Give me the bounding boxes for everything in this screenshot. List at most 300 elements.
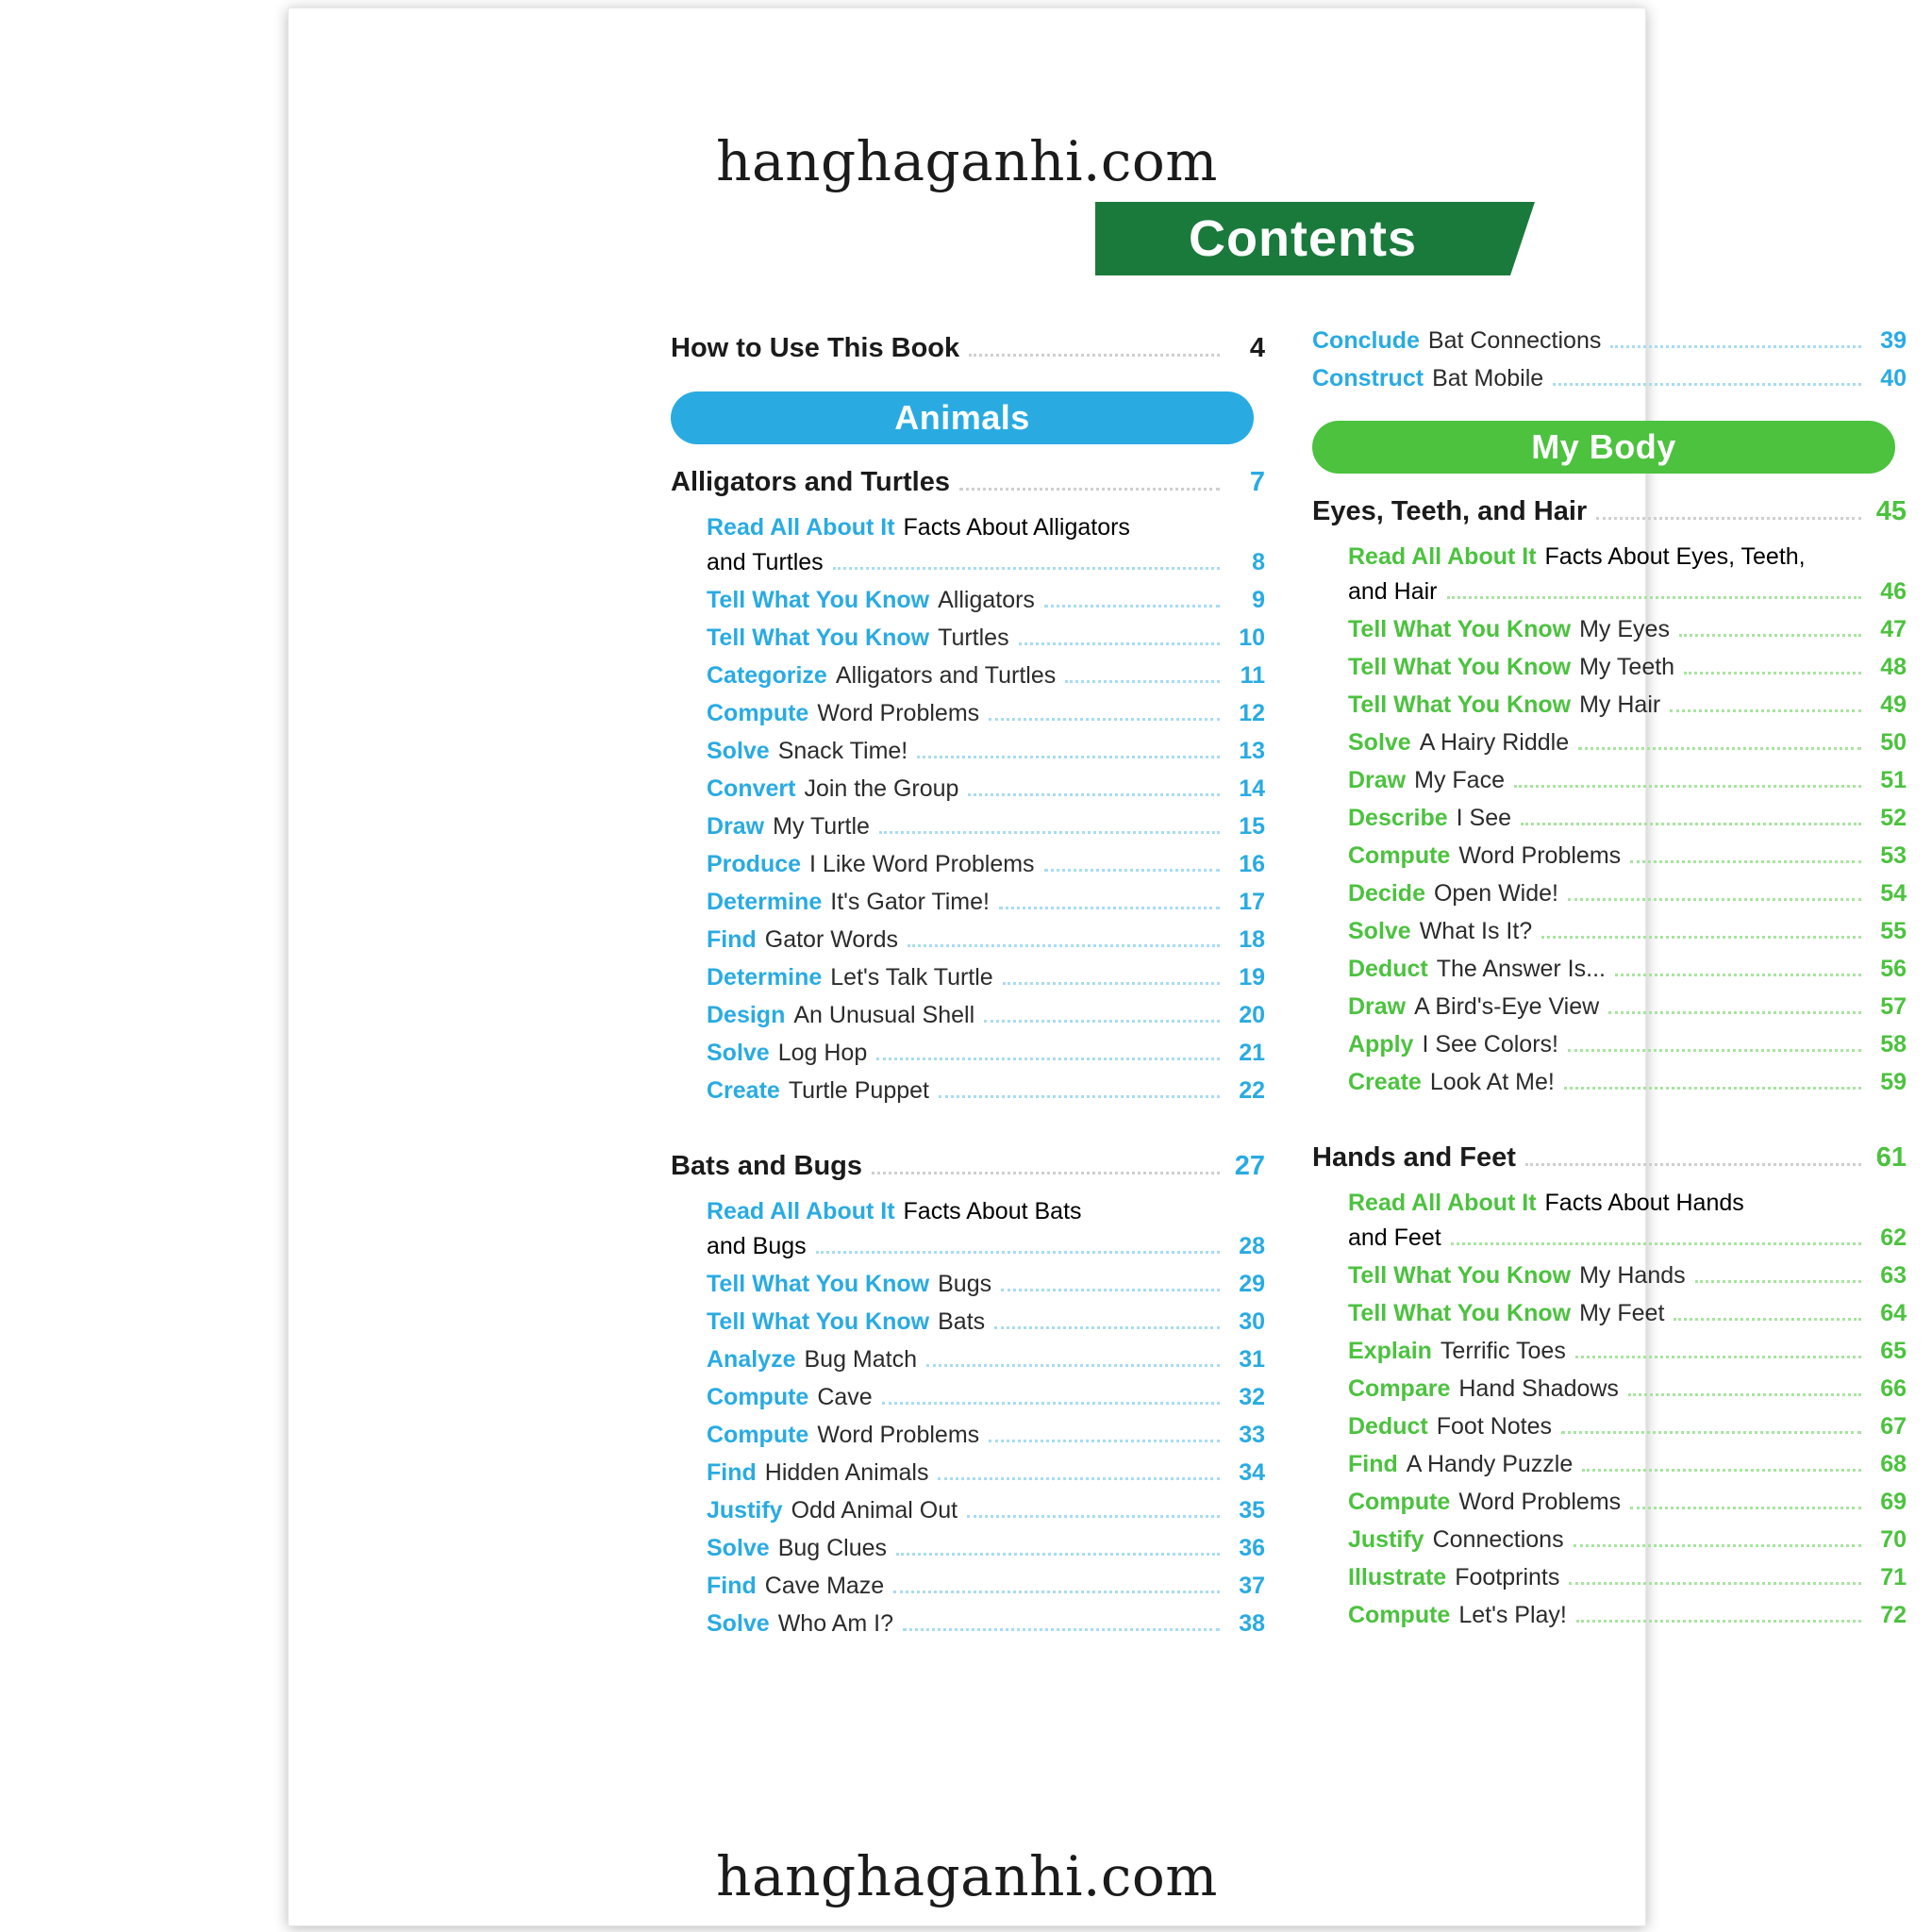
toc-entry-title: Terrific Toes bbox=[1440, 1338, 1566, 1364]
leader-dots bbox=[1670, 709, 1861, 712]
toc-entry-text bbox=[707, 702, 979, 725]
toc-entry-title: Facts About Alligators bbox=[903, 514, 1130, 541]
toc-entry[interactable] bbox=[671, 1537, 1265, 1562]
toc-entry-page: 17 bbox=[1239, 889, 1265, 915]
leader-dots bbox=[1525, 1163, 1861, 1166]
toc-entry[interactable] bbox=[1312, 693, 1907, 719]
toc-entry-page: 70 bbox=[1880, 1526, 1907, 1553]
toc-entry-page: 32 bbox=[1239, 1384, 1265, 1410]
toc-entry-title: Bug Match bbox=[804, 1346, 917, 1373]
leader-dots bbox=[1575, 1356, 1861, 1358]
toc-entry-verb: Describe bbox=[1348, 805, 1448, 831]
toc-entry[interactable] bbox=[671, 1079, 1265, 1105]
toc-entry-title: Hand Shadows bbox=[1458, 1375, 1619, 1402]
toc-entry-page: 19 bbox=[1239, 964, 1265, 991]
toc-entry-line2 bbox=[1348, 1224, 1907, 1252]
toc-entry-text bbox=[707, 815, 870, 839]
toc-entry-verb: Determine bbox=[707, 964, 823, 991]
leader-dots bbox=[1596, 517, 1861, 520]
toc-entry-title: Bats bbox=[938, 1308, 986, 1335]
toc-entry-page: 40 bbox=[1880, 365, 1907, 391]
toc-entry-page: 66 bbox=[1880, 1375, 1907, 1402]
toc-entry-page: 52 bbox=[1880, 805, 1907, 831]
section-pill-label: My Body bbox=[1531, 427, 1676, 466]
toc-entry-title: A Hairy Riddle bbox=[1419, 729, 1570, 756]
toc-entry-verb: Justify bbox=[707, 1497, 783, 1524]
toc-entry-text bbox=[1348, 1033, 1558, 1057]
toc-entry-wrapped[interactable] bbox=[1312, 543, 1907, 606]
toc-entry-text bbox=[707, 1348, 917, 1372]
leader-dots bbox=[1610, 345, 1861, 348]
toc-entry-title: Odd Animal Out bbox=[791, 1497, 958, 1524]
toc-entry-page: 62 bbox=[1880, 1224, 1907, 1251]
toc-heading-page: 45 bbox=[1875, 496, 1907, 526]
toc-entry-title: A Bird's-Eye View bbox=[1414, 993, 1600, 1020]
book-page-sheet bbox=[288, 8, 1907, 1926]
leader-dots bbox=[1630, 1507, 1861, 1509]
toc-entry-verb: Justify bbox=[1348, 1526, 1424, 1553]
toc-entry-text bbox=[707, 589, 1035, 612]
toc-entry-title-cont: and Hair bbox=[1348, 578, 1438, 605]
watermark-top: hanghaganhi.com bbox=[716, 129, 1218, 193]
toc-entry-title: Facts About Hands bbox=[1544, 1190, 1744, 1216]
toc-entry-title: Word Problems bbox=[817, 700, 980, 726]
toc-entry-title: Bugs bbox=[938, 1271, 992, 1297]
toc-entry[interactable] bbox=[1312, 844, 1907, 870]
leader-dots bbox=[1541, 936, 1861, 939]
toc-entry-title: A Handy Puzzle bbox=[1406, 1451, 1574, 1477]
toc-heading-title: Eyes, Teeth, and Hair bbox=[1312, 496, 1588, 526]
toc-entry-title: Foot Notes bbox=[1436, 1413, 1553, 1440]
toc-entry-page: 47 bbox=[1880, 616, 1907, 642]
toc-entry-page: 68 bbox=[1880, 1451, 1907, 1477]
toc-entry-verb: Determine bbox=[707, 889, 823, 915]
section-spacer bbox=[1312, 1108, 1907, 1139]
toc-entry-title: Bug Clues bbox=[777, 1535, 888, 1561]
toc-entry-title: My Hair bbox=[1579, 691, 1661, 718]
toc-entry-page: 56 bbox=[1880, 956, 1907, 982]
toc-entry-verb: Compare bbox=[1348, 1375, 1451, 1402]
toc-entry-page: 11 bbox=[1240, 662, 1265, 689]
toc-heading-hands-and-feet[interactable] bbox=[1312, 1144, 1907, 1173]
toc-entry[interactable] bbox=[671, 589, 1265, 614]
leader-dots bbox=[1674, 1318, 1861, 1321]
toc-entry-wrapped[interactable] bbox=[671, 1198, 1265, 1260]
toc-entry-title: Alligators bbox=[938, 587, 1035, 613]
toc-entry-text bbox=[707, 1310, 985, 1334]
toc-entry[interactable] bbox=[671, 1461, 1265, 1487]
toc-entry[interactable] bbox=[1312, 1302, 1907, 1327]
toc-entry-verb: Draw bbox=[1348, 767, 1407, 793]
leader-dots bbox=[994, 1326, 1220, 1329]
toc-entry-text bbox=[1348, 807, 1511, 830]
toc-entry-text bbox=[707, 1386, 873, 1409]
toc-entry-text bbox=[707, 777, 958, 801]
toc-entry-title: Snack Time! bbox=[777, 738, 908, 764]
toc-entry[interactable] bbox=[671, 928, 1265, 954]
leader-dots bbox=[989, 718, 1220, 721]
leader-dots bbox=[1003, 982, 1220, 985]
toc-entry-wrapped[interactable] bbox=[671, 514, 1265, 576]
toc-entry-page: 12 bbox=[1239, 700, 1265, 726]
toc-entry[interactable] bbox=[1312, 656, 1907, 681]
toc-heading-alligators-and-turtles[interactable] bbox=[671, 469, 1265, 497]
toc-entry-text bbox=[707, 891, 990, 914]
toc-entry-title: Facts About Bats bbox=[903, 1198, 1082, 1224]
toc-entry-verb: Compute bbox=[1348, 1489, 1451, 1515]
toc-entry-title: My Face bbox=[1414, 767, 1505, 793]
toc-entry-text bbox=[707, 1537, 887, 1560]
toc-entry-page: 59 bbox=[1880, 1069, 1907, 1095]
toc-entry-text bbox=[1348, 958, 1606, 981]
toc-entry-text bbox=[1348, 1415, 1552, 1439]
toc-entry-title: I See Colors! bbox=[1422, 1031, 1558, 1058]
leader-dots bbox=[1001, 1289, 1220, 1291]
toc-entry-text bbox=[1348, 1453, 1573, 1476]
toc-entry-title: Open Wide! bbox=[1433, 880, 1558, 907]
toc-entry-text bbox=[707, 853, 1035, 876]
toc-entry[interactable] bbox=[1312, 882, 1907, 908]
leader-dots bbox=[1044, 869, 1220, 872]
toc-entry-verb: Decide bbox=[1348, 880, 1425, 907]
toc-entry-verb: Illustrate bbox=[1348, 1564, 1447, 1591]
toc-entry-verb: Solve bbox=[1348, 729, 1411, 756]
leader-dots bbox=[1019, 642, 1220, 645]
toc-entry-verb: Read All About It bbox=[707, 514, 895, 541]
toc-entry[interactable] bbox=[671, 853, 1265, 878]
toc-entry-page: 30 bbox=[1239, 1308, 1265, 1335]
toc-entry-verb: Tell What You Know bbox=[1348, 691, 1572, 718]
leader-dots bbox=[1574, 1544, 1861, 1547]
toc-entry-page: 49 bbox=[1880, 691, 1907, 718]
toc-entry-page: 33 bbox=[1239, 1422, 1265, 1448]
toc-entry-page: 13 bbox=[1239, 738, 1265, 764]
leader-dots bbox=[938, 1477, 1220, 1480]
leader-dots bbox=[903, 1628, 1220, 1631]
toc-entry[interactable] bbox=[671, 740, 1265, 765]
toc-entry-verb: Explain bbox=[1348, 1338, 1432, 1364]
leader-dots bbox=[1582, 1469, 1861, 1472]
toc-entry-page: 31 bbox=[1239, 1346, 1265, 1373]
toc-entry[interactable] bbox=[1312, 1033, 1907, 1058]
section-pill-animals bbox=[671, 391, 1254, 444]
toc-entry-text bbox=[1348, 1604, 1567, 1627]
toc-entry-page: 72 bbox=[1880, 1602, 1907, 1628]
toc-entry-text bbox=[707, 1079, 929, 1103]
section-pill-my-body bbox=[1312, 421, 1895, 474]
toc-entry-verb: Tell What You Know bbox=[1348, 1300, 1572, 1326]
toc-entry-page: 54 bbox=[1880, 880, 1907, 907]
toc-entry[interactable] bbox=[1312, 1491, 1907, 1516]
leader-dots bbox=[893, 1591, 1220, 1593]
toc-entry-verb: Compute bbox=[1348, 1602, 1451, 1628]
toc-entry-page: 20 bbox=[1239, 1002, 1265, 1028]
toc-entry-page: 9 bbox=[1252, 587, 1265, 613]
toc-entry[interactable] bbox=[1312, 1377, 1907, 1403]
toc-entry[interactable] bbox=[671, 966, 1265, 991]
toc-entry-title: Alligators and Turtles bbox=[835, 662, 1057, 689]
leader-dots bbox=[1695, 1280, 1861, 1283]
leader-dots bbox=[1615, 974, 1861, 976]
toc-entry-text bbox=[707, 1612, 893, 1636]
toc-entry-page: 28 bbox=[1239, 1233, 1265, 1259]
toc-entry-text bbox=[1348, 1340, 1566, 1363]
toc-entry-text bbox=[707, 928, 898, 952]
toc-entry-verb: Compute bbox=[707, 700, 809, 726]
toc-heading-eyes-teeth-and-hair[interactable] bbox=[1312, 498, 1907, 526]
toc-entry-title: Cave Maze bbox=[764, 1573, 885, 1599]
toc-entry-page: 69 bbox=[1880, 1489, 1907, 1515]
toc-entry[interactable] bbox=[1312, 769, 1907, 794]
toc-entry-verb: Tell What You Know bbox=[707, 1271, 930, 1297]
toc-entry-verb: Create bbox=[1348, 1069, 1422, 1095]
toc-entry-title: Gator Words bbox=[764, 926, 899, 953]
toc-entry-title: Turtle Puppet bbox=[788, 1077, 929, 1104]
section-pill-label: Animals bbox=[894, 398, 1030, 437]
toc-entry[interactable] bbox=[1312, 1453, 1907, 1478]
toc-entry-title: Join the Group bbox=[804, 775, 959, 802]
toc-entry[interactable] bbox=[1312, 1071, 1907, 1096]
toc-entry[interactable] bbox=[671, 626, 1265, 652]
toc-entry-text bbox=[1348, 1377, 1619, 1401]
toc-entry-page: 38 bbox=[1239, 1610, 1265, 1637]
toc-entry-verb: Solve bbox=[707, 738, 770, 764]
toc-entry-page: 48 bbox=[1880, 654, 1907, 680]
toc-entry-title: It's Gator Time! bbox=[830, 889, 990, 915]
contents-banner bbox=[1095, 202, 1510, 275]
toc-entry-verb: Deduct bbox=[1348, 1413, 1428, 1440]
toc-heading-title: Alligators and Turtles bbox=[671, 467, 950, 497]
toc-heading-page: 7 bbox=[1249, 467, 1265, 497]
toc-entry-verb: Convert bbox=[707, 775, 796, 802]
toc-entry-text bbox=[1348, 731, 1569, 755]
toc-entry-verb: Tell What You Know bbox=[1348, 1262, 1572, 1289]
right-column bbox=[1312, 329, 1907, 1641]
leader-dots bbox=[1521, 823, 1861, 825]
toc-entry-page: 10 bbox=[1239, 625, 1265, 651]
toc-entry[interactable] bbox=[1312, 995, 1907, 1021]
toc-entry[interactable] bbox=[671, 777, 1265, 803]
toc-entry[interactable] bbox=[1312, 958, 1907, 983]
toc-entry-page: 21 bbox=[1239, 1040, 1265, 1066]
toc-entry-title: Log Hop bbox=[777, 1040, 868, 1066]
leader-dots bbox=[876, 1058, 1220, 1060]
toc-entry-title: My Teeth bbox=[1579, 654, 1675, 680]
leader-dots bbox=[1569, 1582, 1861, 1585]
toc-entry[interactable] bbox=[1312, 1528, 1907, 1554]
toc-entry[interactable] bbox=[671, 1004, 1265, 1029]
leader-dots bbox=[1553, 383, 1861, 386]
toc-entry-line1 bbox=[1348, 1190, 1907, 1217]
toc-entry-verb: Tell What You Know bbox=[1348, 654, 1572, 680]
toc-entry-title: An Unusual Shell bbox=[793, 1002, 975, 1028]
leader-dots bbox=[999, 907, 1220, 909]
toc-entry-text bbox=[1348, 920, 1532, 943]
leader-dots bbox=[959, 488, 1220, 491]
toc-entry[interactable] bbox=[671, 664, 1265, 690]
toc-entry-title: My Hands bbox=[1579, 1262, 1686, 1289]
toc-entry-page: 53 bbox=[1880, 842, 1907, 869]
leader-dots bbox=[1561, 1431, 1861, 1434]
toc-heading-title: Bats and Bugs bbox=[671, 1151, 863, 1181]
toc-entry-page: 8 bbox=[1252, 549, 1265, 575]
leader-dots bbox=[968, 793, 1220, 796]
toc-entry-page: 34 bbox=[1239, 1459, 1265, 1486]
toc-heading-title: Hands and Feet bbox=[1312, 1142, 1516, 1173]
toc-entry-wrapped[interactable] bbox=[1312, 1190, 1907, 1252]
toc-entry-title: Word Problems bbox=[1458, 842, 1622, 869]
toc-entry-text bbox=[1348, 1566, 1559, 1590]
leader-dots bbox=[896, 1553, 1220, 1556]
toc-entry[interactable] bbox=[671, 1273, 1265, 1298]
toc-entry-title: Word Problems bbox=[1458, 1489, 1622, 1515]
toc-entry[interactable] bbox=[671, 1574, 1265, 1600]
leader-dots bbox=[1628, 1393, 1861, 1396]
toc-entry[interactable] bbox=[1312, 920, 1907, 945]
toc-entry-verb: Tell What You Know bbox=[707, 625, 930, 651]
toc-entry-title: Bat Mobile bbox=[1432, 365, 1544, 391]
toc-entry-verb: Compute bbox=[1348, 842, 1451, 869]
toc-entry-page: 37 bbox=[1239, 1573, 1265, 1599]
toc-entry-title-cont: and Turtles bbox=[707, 549, 824, 575]
toc-entry-page: 29 bbox=[1239, 1271, 1265, 1297]
toc-entry[interactable] bbox=[671, 1386, 1265, 1411]
leader-dots bbox=[908, 944, 1220, 947]
toc-entry-verb: Draw bbox=[707, 813, 765, 840]
toc-entry-text bbox=[707, 1273, 991, 1296]
toc-entry[interactable] bbox=[1312, 1604, 1907, 1629]
toc-entry-title: Bat Connections bbox=[1427, 327, 1602, 354]
toc-entry-text bbox=[707, 664, 1056, 688]
toc-entry-page: 18 bbox=[1239, 926, 1265, 953]
toc-entry-title: My Eyes bbox=[1579, 616, 1670, 642]
leader-dots bbox=[1065, 680, 1220, 683]
toc-entry-page: 55 bbox=[1880, 918, 1907, 944]
leader-dots bbox=[926, 1364, 1220, 1367]
toc-heading-bats-and-bugs[interactable] bbox=[671, 1153, 1265, 1181]
toc-entry-text bbox=[707, 1574, 884, 1598]
toc-entry-text bbox=[1348, 769, 1505, 792]
toc-entry-verb: Tell What You Know bbox=[707, 587, 930, 613]
contents-banner-label: Contents bbox=[1189, 210, 1417, 267]
leader-dots bbox=[939, 1095, 1220, 1098]
toc-entry-verb: Solve bbox=[707, 1040, 770, 1066]
toc-entry-line1 bbox=[707, 514, 1265, 541]
toc-entry[interactable] bbox=[671, 1612, 1265, 1638]
toc-entry-text bbox=[1348, 1302, 1664, 1325]
toc-entry-text bbox=[1348, 656, 1674, 679]
toc-entry-text bbox=[707, 1499, 958, 1523]
leader-dots bbox=[1679, 634, 1861, 637]
toc-entry-text bbox=[1348, 882, 1558, 906]
toc-entry-verb: Create bbox=[707, 1077, 780, 1104]
leader-dots bbox=[1578, 747, 1861, 750]
toc-entry[interactable] bbox=[1312, 807, 1907, 832]
toc-entry-verb: Read All About It bbox=[707, 1198, 895, 1224]
toc-entry[interactable] bbox=[1312, 1340, 1907, 1365]
toc-entry[interactable] bbox=[1312, 1566, 1907, 1591]
toc-entry-verb: Find bbox=[707, 1459, 757, 1486]
toc-entry[interactable] bbox=[1312, 329, 1907, 355]
toc-entry[interactable] bbox=[671, 815, 1265, 841]
toc-entry-text bbox=[707, 1041, 867, 1065]
toc-entry-verb: Tell What You Know bbox=[1348, 616, 1572, 642]
toc-entry[interactable] bbox=[671, 1499, 1265, 1524]
toc-entry-line2 bbox=[1348, 578, 1907, 606]
toc-entry-text bbox=[1312, 367, 1543, 391]
leader-dots bbox=[1451, 1242, 1861, 1245]
toc-entry-page: 64 bbox=[1880, 1300, 1907, 1326]
toc-entry-title: Facts About Eyes, Teeth, bbox=[1544, 543, 1806, 570]
leader-dots bbox=[984, 1020, 1220, 1023]
toc-entry[interactable] bbox=[1312, 618, 1907, 643]
toc-entry-verb: Apply bbox=[1348, 1031, 1414, 1058]
toc-heading-page: 27 bbox=[1234, 1151, 1265, 1181]
toc-entry-verb: Find bbox=[1348, 1451, 1398, 1477]
toc-entry[interactable] bbox=[1312, 1264, 1907, 1290]
toc-entry-title: My Turtle bbox=[773, 813, 870, 840]
toc-entry[interactable] bbox=[671, 1310, 1265, 1336]
toc-entry-verb: Read All About It bbox=[1348, 543, 1537, 570]
toc-entry-title: Look At Me! bbox=[1429, 1069, 1555, 1095]
toc-entry[interactable] bbox=[1312, 1415, 1907, 1441]
toc-entry-title: I See bbox=[1456, 805, 1511, 831]
toc-entry-page: 46 bbox=[1880, 578, 1907, 605]
toc-entry-line2 bbox=[707, 1233, 1265, 1260]
toc-entry-title: Connections bbox=[1432, 1526, 1564, 1553]
toc-entry-text bbox=[1348, 995, 1599, 1019]
toc-entry-line1 bbox=[707, 1198, 1265, 1225]
toc-entry-title: I Like Word Problems bbox=[809, 851, 1035, 877]
toc-entry[interactable] bbox=[1312, 367, 1907, 392]
leader-dots bbox=[882, 1402, 1220, 1405]
toc-entry-verb: Construct bbox=[1312, 365, 1424, 391]
toc-entry-verb: Solve bbox=[707, 1610, 770, 1637]
toc-entry-text bbox=[1348, 693, 1660, 717]
toc-entry-page: 4 bbox=[1249, 333, 1265, 363]
toc-entry-title: Cave bbox=[817, 1384, 873, 1410]
toc-entry[interactable] bbox=[671, 702, 1265, 727]
toc-entry-text bbox=[707, 966, 993, 990]
leader-dots bbox=[1564, 1087, 1861, 1090]
toc-entry-text bbox=[1348, 618, 1670, 641]
toc-entry[interactable] bbox=[671, 1424, 1265, 1449]
toc-entry[interactable] bbox=[671, 1041, 1265, 1067]
toc-entry-title: Hidden Animals bbox=[764, 1459, 929, 1486]
toc-entry-title: Who Am I? bbox=[777, 1610, 893, 1637]
toc-entry-page: 50 bbox=[1880, 729, 1907, 756]
toc-entry-text bbox=[707, 1004, 974, 1027]
toc-entry-page: 14 bbox=[1239, 775, 1265, 802]
toc-entry-how-to-use[interactable] bbox=[671, 335, 1265, 363]
toc-entry-title-cont: and Bugs bbox=[707, 1233, 807, 1259]
leader-dots bbox=[969, 354, 1220, 357]
toc-entry-text bbox=[1348, 1491, 1621, 1514]
toc-entry-line2 bbox=[707, 549, 1265, 576]
leader-dots bbox=[1684, 672, 1861, 675]
toc-entry[interactable] bbox=[671, 1348, 1265, 1374]
toc-entry-text bbox=[1348, 844, 1621, 868]
toc-entry-title: My Feet bbox=[1579, 1300, 1665, 1326]
toc-entry-verb: Analyze bbox=[707, 1346, 796, 1373]
toc-entry-verb: Solve bbox=[1348, 918, 1411, 944]
toc-entry[interactable] bbox=[671, 891, 1265, 916]
section-spacer bbox=[671, 1117, 1265, 1147]
toc-entry-page: 57 bbox=[1880, 993, 1907, 1020]
leader-dots bbox=[1576, 1620, 1861, 1623]
toc-entry[interactable] bbox=[1312, 731, 1907, 757]
toc-entry-title: The Answer Is... bbox=[1436, 956, 1606, 982]
